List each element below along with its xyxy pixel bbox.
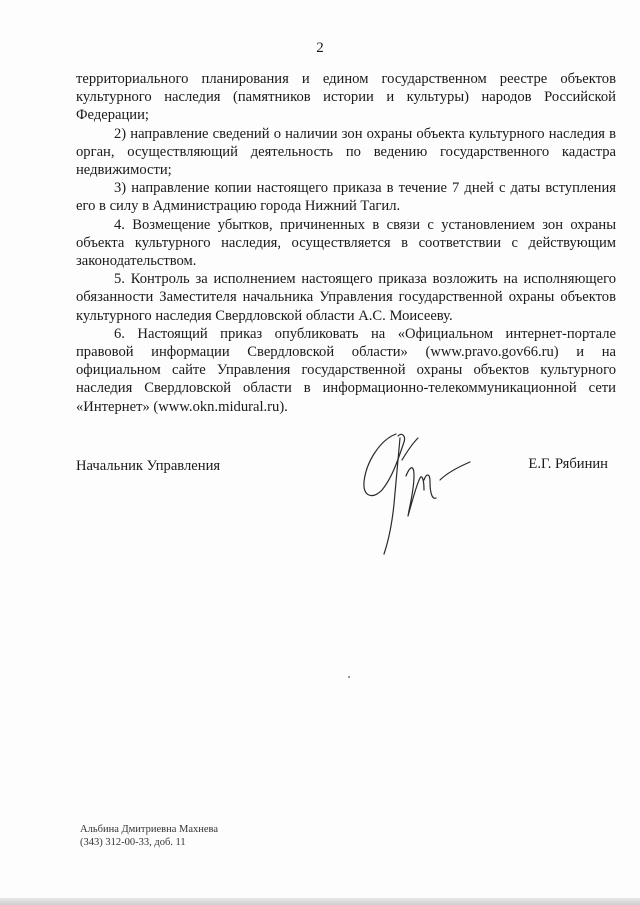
paragraph: территориального планирования и едином государственном реестре объектов культурного наследия (памятников истории и культуры) народов Российской Федерации; (76, 71, 616, 124)
signer-title: Начальник Управления (76, 458, 221, 474)
footer-contact (80, 823, 218, 849)
signer-name: Е.Г. Рябинин (528, 456, 608, 472)
paragraph: 5. Контроль за исполнением настоящего приказа возложить на исполняющего обязанности Заместителя начальника Управления государственной охраны объектов культурного наследия Свердловской области А.С. Моисееву. (76, 271, 616, 324)
paragraph: 6. Настоящий приказ опубликовать на «Официальном интернет-портале правовой информации Свердловской области» (www.pravo.gov66.ru) и на официальном сайте Управления государственной охраны объектов культурного наследия Свердловской области в информационно-телекоммуникационной сети «Интернет» (www.okn.midural.ru). (76, 325, 616, 415)
paragraph: 3) направление копии настоящего приказа в течение 7 дней с даты вступления его в силу в Администрацию города Нижний Тагил. (76, 180, 616, 215)
stray-mark (348, 676, 350, 678)
scan-bottom-edge (0, 898, 640, 905)
document-body (76, 70, 616, 416)
handwritten-signature (352, 420, 482, 560)
paragraph: 2) направление сведений о наличии зон охраны объекта культурного наследия в орган, осуществляющий деятельность по ведению государственного кадастра недвижимости; (76, 125, 616, 179)
page-number: 2 (316, 40, 324, 56)
footer-author: Альбина Дмитриевна Махнева (80, 824, 219, 835)
paragraph: 4. Возмещение убытков, причиненных в связи с установлением зон охраны объекта культурного наследия, осуществляется в соответствии с действующим законодательством. (76, 216, 616, 270)
footer-phone: (343) 312-00-33, доб. 11 (80, 837, 186, 848)
